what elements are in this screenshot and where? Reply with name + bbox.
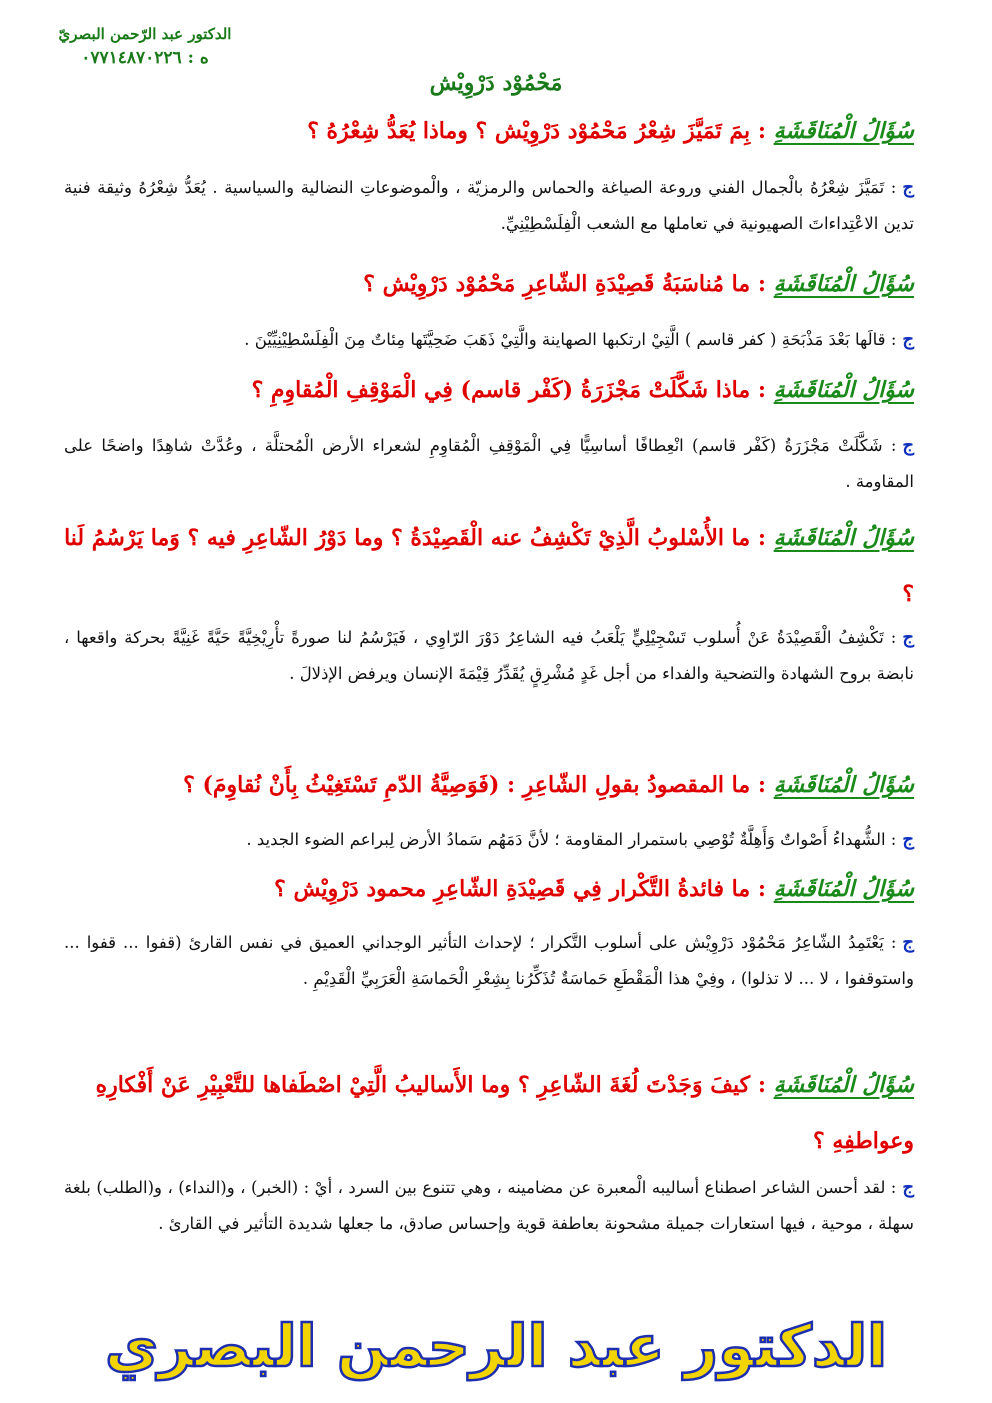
question-text: : ما فائدةُ التَّكْرار فِي قَصِيْدَةِ الشّاعِرِ محمود دَرْوِيْش ؟ [274, 876, 766, 902]
answer-4 [64, 620, 914, 692]
question-1 [64, 103, 914, 159]
answer-2 [64, 322, 914, 358]
author-signature-banner: الدكتور عبد الرحمن البصري [104, 1312, 888, 1380]
answer-text: : لقد أحسن الشاعر اصطناع أساليبه الْمعبرة عن مضامينه ، وهي تتنوع بين السرد ، أيْ : (الخبر) ، و(النداء) ، و(الطلب) بلغة سهلة ، موحية ، فيها استعارات جميلة مشحونة بعاطفة قوية وإحساس صادق، ما جعلها شديدة التأثير في القارئ . [64, 1178, 914, 1233]
question-text: : ما مُناسَبَةُ قَصِيْدَةِ الشّاعِرِ مَحْمُوْد دَرْوِيْش ؟ [363, 271, 766, 297]
question-label: سُؤَالُ الْمُنَاقَشَةِ [773, 1072, 914, 1098]
answer-7 [64, 1170, 914, 1242]
answer-mark: ج [902, 177, 914, 198]
question-7 [64, 1057, 914, 1169]
question-5 [64, 757, 914, 813]
question-2 [64, 256, 914, 312]
question-label: سُؤَالُ الْمُنَاقَشَةِ [773, 118, 914, 144]
answer-mark: ج [902, 329, 914, 350]
question-4 [64, 510, 914, 622]
answer-text: : شَكَّلَتْ مَجْزَرَةُ (كَفْر قاسم) انْعِطافًا أساسِيًّا فِي الْمَوْقِفِ الْمُقاوِمِ لشعراء الأرض الْمُحتلَّة ، وعُدَّتْ شاهِدًا واضحًا على المقاومة . [64, 436, 914, 491]
question-text: : بِمَ تَمَيَّزَ شِعْرُ مَحْمُوْد دَرْوِيْش ؟ وماذا يُعَدُّ شِعْرُهُ ؟ [307, 118, 766, 144]
question-label: سُؤَالُ الْمُنَاقَشَةِ [773, 772, 914, 798]
answer-text: : قالَها بَعْدَ مَذْبَحَةِ ( كفر قاسم ) الَّتِيْ ارتكبها الصهاينة والَّتِيْ ذَهَبَ ضَحِيَّتَها مِئاتٌ مِنَ الْفِلَسْطِيْنِيِّيْنَ . [244, 330, 897, 349]
author-header [40, 22, 250, 70]
answer-5 [64, 822, 914, 858]
question-label: سُؤَالُ الْمُنَاقَشَةِ [773, 377, 914, 403]
question-6 [64, 861, 914, 917]
question-text: : ما المقصودُ بقولِ الشّاعِرِ : (فَوَصِيَّةُ الدّمِ تَسْتَغِيْثُ بِأَنْ نُقاوِمَ) ؟ [183, 772, 766, 798]
question-text: : ما الأُسْلوبُ الَّذِيْ تَكْشِفُ عنه الْقَصِيْدَةُ ؟ وما دَوْرُ الشّاعِرِ فيه ؟ وَما يَرْسُمُ لَنا ؟ [64, 525, 914, 607]
answer-mark: ج [902, 435, 914, 456]
answer-mark: ج [902, 1177, 914, 1198]
answer-1 [64, 170, 914, 242]
question-3 [64, 362, 914, 418]
answer-3 [64, 428, 914, 500]
question-text: : كيفَ وَجَدْتَ لُغَةَ الشّاعِرِ ؟ وما الأَساليبُ الَّتِيْ اصْطَفاها للتَّعْبِيْرِ عَنْ أَفْكارِهِ وعواطفِهِ ؟ [95, 1072, 914, 1154]
author-phone: ه : ٠٧٧١٤٨٧٠٢٢٦ [81, 48, 209, 68]
answer-text: : تَمَيَّزَ شِعْرُهُ بالْجمال الفني وروعة الصياغة والحماس والرمزيّة ، والْموضوعاتِ النضالية والسياسية . يُعَدُّ شِعْرُهُ وثيقة فنية تدين الاعْتِداءاتَ الصهيونية في تعاملها مع الشعب الْفِلَسْطِيْنِيِّ. [64, 178, 914, 233]
answer-mark: ج [902, 829, 914, 850]
question-text: : ماذا شَكَّلَتْ مَجْزَرَةُ (كَفْر قاسم) فِي الْمَوْقِفِ الْمُقاوِمِ ؟ [251, 377, 766, 403]
page-title: مَحْمُوْد دَرْوِيْش [429, 70, 563, 96]
question-label: سُؤَالُ الْمُنَاقَشَةِ [773, 876, 914, 902]
answer-6 [64, 925, 914, 997]
answer-text: : الشُّهداءُ أَصْواتٌ وَأَهِلَّةٌ تُوْصِي باستمرار المقاومة ؛ لأنَّ دَمَهُم سَمادُ الأرض لِبراعم الضوء الجديد . [246, 830, 897, 849]
answer-mark: ج [902, 932, 914, 953]
answer-text: : يَعْتَمِدُ الشّاعِرُ مَحْمُوْد دَرْوِيْش على أسلوب التَّكرار ؛ لإحداث التأثير الوجداني العميق في نفس القارئ (قفوا ... قفوا ... واستوقفوا ، لا ... لا تذلوا) ، وفِيْ هذا الْمَقْطَعِ حَماسَةٌ تُذَكِّرُنا بِشِعْرِ الْحَماسَةِ الْعَرَبِيِّ الْقَدِيْمِ . [64, 933, 914, 988]
question-label: سُؤَالُ الْمُنَاقَشَةِ [773, 271, 914, 297]
question-label: سُؤَالُ الْمُنَاقَشَةِ [773, 525, 914, 551]
author-name: الدكتور عبد الرّحمن البصريّ [58, 25, 232, 43]
answer-text: : تَكْشِفُ الْقَصِيْدَةُ عَنْ أُسلوب تَسْجِيْلِيٍّ يَلْعَبُ فيه الشاعِرُ دَوْرَ الرّاوِي ، فَيَرْسُمُ لنا صورةً تأْرِيْخِيَّةً حَيَّةً غَنِيَّةً بحركة واقعها ، نابضة بروح الشهادة والتضحية والفداء من أجل غَدٍ مُشْرِقٍ يُقَدِّرُ قِيْمَةَ الإنسان ويرفض الإذلالَ . [64, 628, 914, 683]
answer-mark: ج [902, 627, 914, 648]
